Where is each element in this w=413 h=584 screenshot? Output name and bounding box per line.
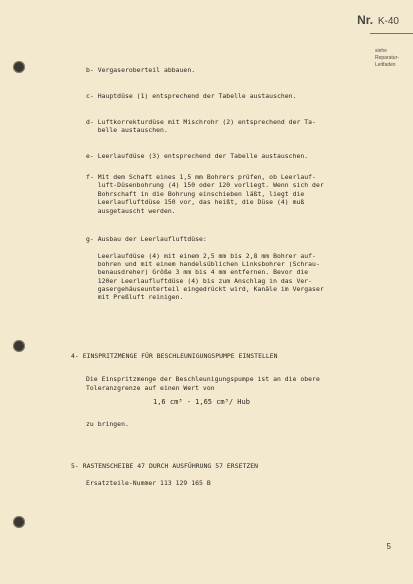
step-b: b- Vergaseroberteil abbauen. <box>86 66 196 74</box>
header-rule <box>370 33 413 34</box>
step-g-line-4: 120er Leerlaufluftdüse (4) bis zum Anschlag in das Ver- <box>86 277 313 285</box>
punch-hole-middle <box>13 340 25 352</box>
step-g-line-3: benausdreher) Größe 3 mm bis 4 mm entfernen. Bevor die <box>86 268 309 276</box>
header-note-line: Reparatur- <box>375 55 399 61</box>
section-4-formula: 1,6 cm³ - 1,65 cm³/ Hub <box>153 398 250 406</box>
page-reference <box>357 13 399 27</box>
section-5-heading: 5- RASTENSCHEIBE 47 DURCH AUSFÜHRUNG 57 ERSETZEN <box>71 462 259 470</box>
punch-hole-bottom <box>13 516 25 528</box>
step-f-line-2: luft-Düsenbohrung (4) 150 oder 120 vorliegt. Wenn sich der <box>86 181 324 189</box>
step-f-line-4: Leerlaufluftdüse 150 vor, das heißt, die Düse (4) muß <box>86 198 305 206</box>
page-reference-label: Nr. <box>357 13 374 27</box>
step-g-line-2: bohren und mit einem handelsüblichen Linksbohrer (Schrau- <box>86 260 320 268</box>
section-4-closing: zu bringen. <box>86 420 129 428</box>
step-g-line-6: mit Preßluft reinigen. <box>86 293 184 301</box>
step-d-line-1: d- Luftkorrekturdüse mit Mischrohr (2) entsprechend der Ta- <box>86 118 316 126</box>
punch-hole-top <box>13 61 25 73</box>
step-g-line-5: gasergehäuseunterteil eingedrückt wird, Kanäle im Vergaser <box>86 285 324 293</box>
page-number: 5 <box>386 542 391 551</box>
step-e: e- Leerlaufdüse (3) entsprechend der Tabelle austauschen. <box>86 152 309 160</box>
step-c: c- Hauptdüse (1) entsprechend der Tabelle austauschen. <box>86 92 297 100</box>
step-f-line-5: ausgetauscht werden. <box>86 207 176 215</box>
step-g-heading: g- Ausbau der Leerlaufluftdüse: <box>86 235 207 243</box>
header-note-line: Leitfaden <box>375 62 396 68</box>
step-f-line-1: f- Mit dem Schaft eines 1,5 mm Bohrers prüfen, ob Leerlauf- <box>86 173 316 181</box>
page-reference-value: K-40 <box>377 16 399 27</box>
header-note <box>375 48 411 69</box>
header-note-line: siehe <box>375 48 387 54</box>
section-5-body: Ersatzteile-Nummer 113 129 165 B <box>86 479 211 487</box>
step-d-line-2: belle austauschen. <box>86 126 168 134</box>
step-f-line-3: Bohrschaft in die Bohrung einschieben läßt, liegt die <box>86 190 305 198</box>
section-4-body-line-1: Die Einspritzmenge der Beschleunigungspumpe ist an die obere <box>86 375 320 383</box>
step-g-line-1: Leerlaufdüse (4) mit einem 2,5 mm bis 2,8 mm Bohrer auf- <box>86 252 316 260</box>
section-4-body-line-2: Toleranzgrenze auf einen Wert von <box>86 384 215 392</box>
section-4-heading: 4- EINSPRITZMENGE FÜR BESCHLEUNIGUNGSPUMPE EINSTELLEN <box>71 352 278 360</box>
